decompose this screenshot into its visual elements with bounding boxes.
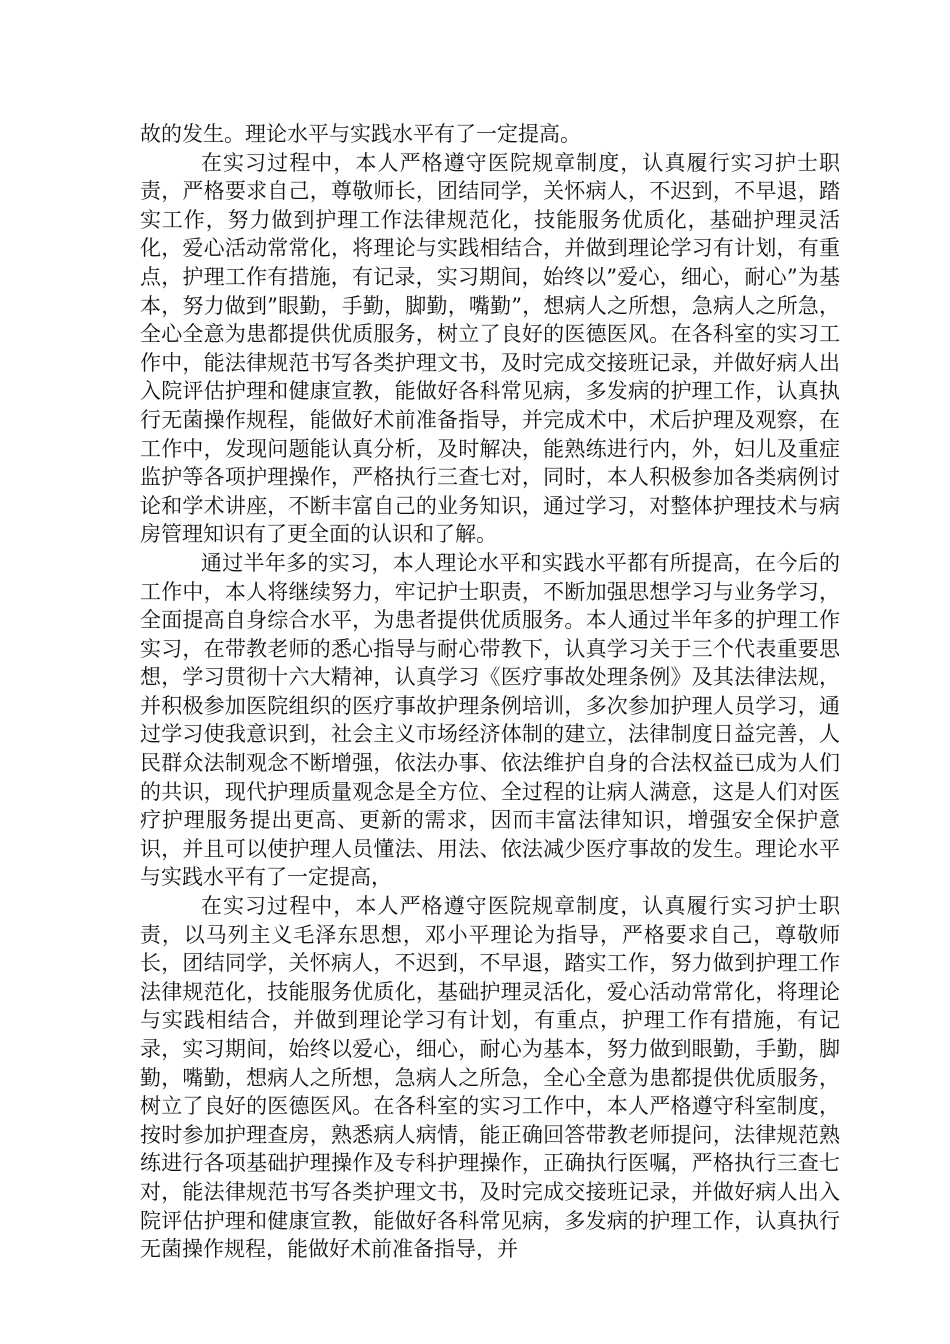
paragraph-continuation: 故的发生。理论水平与实践水平有了一定提高。 [140,122,581,146]
paragraph-half-year-summary: 通过半年多的实习，本人理论水平和实践水平都有所提高，在今后的工作中，本人将继续努力，牢记护士职责，不断加强思想学习与业务学习，全面提高自身综合水平，为患者提供优质服务。本人通过半年多的护理工作实习，在带教老师的悉心指导与耐心带教下，认真学习关于三个代表重要思想，学习贯彻十六大精神，认真学习《医疗事故处理条例》及其法律法规，并积极参加医院组织的医疗事故护理条例培训，多次参加护理人员学习，通过学习使我意识到，社会主义市场经济体制的建立，法律制度日益完善，人民群众法制观念不断增强，依法办事、依法维护自身的合法权益已成为人们的共识，现代护理质量观念是全方位、全过程的让病人满意，这是人们对医疗护理服务提出更高、更新的需求，因而丰富法律知识，增强安全保护意识，并且可以使护理人员懂法、用法、依法减少医疗事故的发生。理论水平与实践水平有了一定提高， [140,550,840,890]
paragraph-internship-conduct-repeat: 在实习过程中，本人严格遵守医院规章制度，认真履行实习护士职责，以马列主义毛泽东思想，邓小平理论为指导，严格要求自己，尊敬师长，团结同学，关怀病人，不迟到，不早退，踏实工作，努力做到护理工作法律规范化，技能服务优质化，基础护理灵活化，爱心活动常常化，将理论与实践相结合，并做到理论学习有计划，有重点，护理工作有措施，有记录，实习期间，始终以爱心，细心，耐心为基本，努力做到眼勤，手勤，脚勤，嘴勤，想病人之所想，急病人之所急，全心全意为患都提供优质服务，树立了良好的医德医风。在各科室的实习工作中，本人严格遵守科室制度，按时参加护理查房，熟悉病人病情，能正确回答带教老师提问，法律规范熟练进行各项基础护理操作及专科护理操作，正确执行医嘱，严格执行三查七对，能法律规范书写各类护理文书，及时完成交接班记录，并做好病人出入院评估护理和健康宣教，能做好各科常见病，多发病的护理工作，认真执行无菌操作规程，能做好术前准备指导，并 [140,894,840,1262]
document-body [140,120,840,1264]
paragraph-internship-conduct: 在实习过程中，本人严格遵守医院规章制度，认真履行实习护士职责，严格要求自己，尊敬师长，团结同学，关怀病人，不迟到，不早退，踏实工作，努力做到护理工作法律规范化，技能服务优质化，基础护理灵活化，爱心活动常常化，将理论与实践相结合，并做到理论学习有计划，有重点，护理工作有措施，有记录，实习期间，始终以”爱心，细心，耐心”为基本，努力做到”眼勤，手勤，脚勤，嘴勤”，想病人之所想，急病人之所急，全心全意为患都提供优质服务，树立了良好的医德医风。在各科室的实习工作中，能法律规范书写各类护理文书，及时完成交接班记录，并做好病人出入院评估护理和健康宣教，能做好各科常见病，多发病的护理工作，认真执行无菌操作规程，能做好术前准备指导，并完成术中，术后护理及观察，在工作中，发现问题能认真分析，及时解决，能熟练进行内，外，妇儿及重症监护等各项护理操作，严格执行三查七对，同时，本人积极参加各类病例讨论和学术讲座，不断丰富自己的业务知识，通过学习，对整体护理技术与病房管理知识有了更全面的认识和了解。 [140,150,840,547]
